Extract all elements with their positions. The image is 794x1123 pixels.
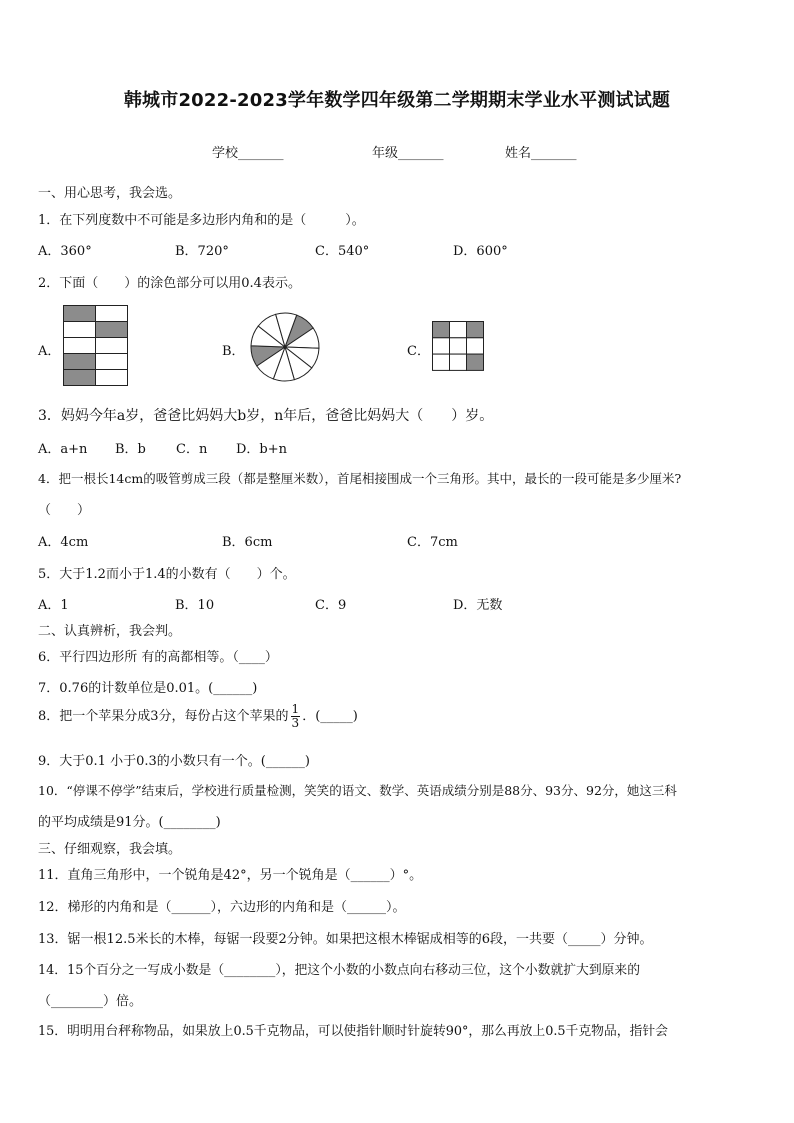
q3-option-d: D．b+n	[236, 442, 288, 457]
q8-text-after: ．(_____)	[302, 709, 358, 724]
figure-c-cell	[433, 322, 450, 338]
question-10-line2: 的平均成绩是91分。(________)	[38, 815, 221, 830]
question-14-line2: （________）倍。	[38, 994, 143, 1009]
figure-a-cell	[64, 338, 96, 354]
q5-option-d: D．无数	[453, 598, 503, 613]
q1-option-a: A．360°	[38, 244, 92, 259]
figure-c-cell	[450, 338, 467, 354]
q2-option-a: A．	[38, 344, 61, 359]
figure-c-grid	[432, 321, 484, 371]
q3-option-a: A．a+n	[38, 442, 88, 457]
figure-c-cell	[467, 322, 484, 338]
q5-option-c: C．9	[315, 598, 347, 613]
figure-c-cell	[433, 338, 450, 354]
q2-option-b: B．	[222, 344, 245, 359]
q1-option-c: C．540°	[315, 244, 370, 259]
q3-option-c: C．n	[176, 442, 208, 457]
question-3: 3．妈妈今年a岁，爸爸比妈妈大b岁，n年后，爸爸比妈妈大（ ）岁。	[38, 408, 494, 424]
figure-c-cell	[450, 354, 467, 370]
question-10: 10．“停课不停学”结束后，学校进行质量检测，笑笑的语文、数学、英语成绩分别是88分、93分、92分，她这三科	[38, 783, 677, 798]
q5-option-b: B．10	[175, 598, 215, 613]
figure-a-cell	[96, 306, 128, 322]
name-field: 姓名_______	[505, 146, 577, 161]
figure-a-cell	[64, 306, 96, 322]
section-heading-1: 一、用心思考，我会选。	[38, 186, 182, 201]
question-8	[38, 703, 358, 730]
question-14: 14．15个百分之一写成小数是（________），把这个小数的小数点向右移动三位，这个小数就扩大到原来的	[38, 963, 641, 978]
figure-a-grid	[63, 305, 128, 386]
question-12: 12．梯形的内角和是（______），六边形的内角和是（______）。	[38, 900, 406, 915]
q1-option-b: B．720°	[175, 244, 229, 259]
page-title: 韩城市2022-2023学年数学四年级第二学期期末学业水平测试试题	[123, 90, 671, 111]
q4-option-b: B．6cm	[222, 535, 273, 550]
figure-c-cell	[433, 354, 450, 370]
figure-a-cell	[96, 354, 128, 370]
q5-option-a: A．1	[38, 598, 69, 613]
grade-field: 年级_______	[372, 146, 444, 161]
question-9: 9．大于0.1 小于0.3的小数只有一个。(______)	[38, 754, 310, 769]
question-4-answer: （ ）	[38, 503, 91, 518]
question-11: 11．直角三角形中，一个锐角是42°，另一个锐角是（______）°。	[38, 868, 423, 883]
figure-a-cell	[64, 370, 96, 386]
q8-fraction	[291, 703, 301, 730]
q8-fraction-denominator: 3	[291, 716, 300, 730]
q8-fraction-numerator: 1	[291, 702, 300, 716]
q4-option-a: A．4cm	[38, 535, 89, 550]
q3-option-b: B．b	[115, 442, 146, 457]
question-13: 13．锯一根12.5米长的木棒，每锯一段要2分钟。如果把这根木棒锯成相等的6段，一共要（_____）分钟。	[38, 932, 653, 947]
section-heading-2: 二、认真辨析，我会判。	[38, 624, 182, 639]
figure-c-cell	[450, 322, 467, 338]
figure-a-cell	[64, 322, 96, 338]
question-6: 6．平行四边形所 有的高都相等。（____）	[38, 650, 278, 665]
figure-c-cell	[467, 354, 484, 370]
q8-text-before: 8．把一个苹果分成3分，每份占这个苹果的	[38, 709, 289, 724]
question-15: 15．明明用台秤称物品，如果放上0.5千克物品，可以使指针顺时针旋转90°，那么再放上0.5千克物品，指针会	[38, 1024, 668, 1039]
section-heading-3: 三、仔细观察，我会填。	[38, 842, 182, 857]
question-4: 4．把一根长14cm的吸管剪成三段（都是整厘米数），首尾相接围成一个三角形。其中，最长的一段可能是多少厘米?	[38, 471, 682, 486]
question-1: 1．在下列度数中不可能是多边形内角和的是（ ）。	[38, 213, 365, 228]
q2-option-c: C．	[407, 344, 430, 359]
q4-option-c: C．7cm	[407, 535, 458, 550]
figure-b-circle	[250, 312, 320, 382]
figure-a-cell	[64, 354, 96, 370]
question-2: 2．下面（ ）的涂色部分可以用0.4表示。	[38, 276, 301, 291]
school-field: 学校_______	[212, 146, 284, 161]
figure-a-cell	[96, 338, 128, 354]
q1-option-d: D．600°	[453, 244, 508, 259]
question-5: 5．大于1.2而小于1.4的小数有（ ）个。	[38, 567, 296, 582]
figure-a-cell	[96, 322, 128, 338]
figure-a-cell	[96, 370, 128, 386]
question-7: 7．0.76的计数单位是0.01。(______)	[38, 681, 258, 696]
figure-c-cell	[467, 338, 484, 354]
